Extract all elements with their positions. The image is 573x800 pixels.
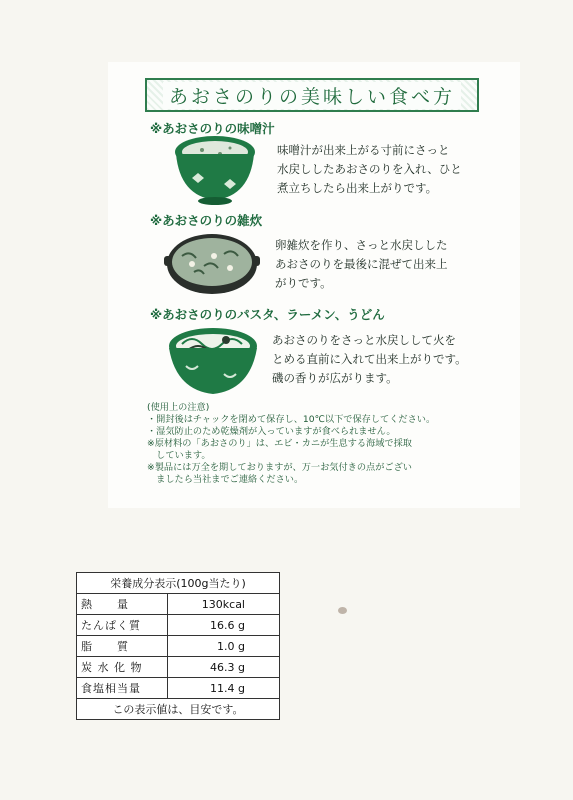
note-line: しています。 [147, 450, 211, 461]
table-row [77, 594, 280, 615]
nutrient-label: たんぱく質 [77, 615, 168, 636]
table-row [77, 636, 280, 657]
nutrition-footer: この表示値は、目安です。 [77, 699, 280, 720]
text-line: がりです。 [275, 276, 332, 290]
note-line: ※原材料の「あおさのり」は、エビ・カニが生息する海域で採取 [147, 438, 412, 449]
page-title: あおさのりの美味しい食べ方 [163, 82, 461, 109]
text-line: あおさのりをさっと水戻しして火を [272, 333, 456, 347]
section-text-zosui [275, 236, 485, 293]
note-line: ・湿気防止のため乾燥剤が入っていますが食べられません。 [147, 426, 396, 437]
nutrition-table [76, 572, 280, 720]
table-row [77, 573, 280, 594]
nutrient-value: 1.0 g [168, 636, 280, 657]
nutrient-value: 46.3 g [168, 657, 280, 678]
nutrient-value: 16.6 g [168, 615, 280, 636]
nutrient-label: 熱 量 [77, 594, 168, 615]
note-line: ※製品には万全を期しておりますが、万一お気付きの点がござい [147, 462, 412, 473]
nutrition-header: 栄養成分表示(100g当たり) [77, 573, 280, 594]
title-banner [145, 78, 479, 112]
note-line: ましたら当社までご連絡ください。 [147, 474, 304, 485]
table-row [77, 615, 280, 636]
zosui-pot-illustration [164, 226, 260, 298]
miso-soup-bowl-illustration [172, 130, 258, 206]
nutrient-label: 炭 水 化 物 [77, 657, 168, 678]
nutrient-label: 食塩相当量 [77, 678, 168, 699]
nutrient-value: 11.4 g [168, 678, 280, 699]
nutrient-value: 130kcal [168, 594, 280, 615]
table-row [77, 678, 280, 699]
section-text-miso-soup [277, 141, 487, 198]
note-line: ・開封後はチャックを閉めて保存し、10℃以下で保存してください。 [147, 414, 436, 425]
table-row [77, 699, 280, 720]
text-line: あおさのりを最後に混ぜて出来上 [275, 257, 448, 271]
section-heading-noodles: ※あおさのりのパスタ、ラーメン、うどん [150, 307, 385, 322]
text-line: 水戻ししたあおさのりを入れ、ひと [277, 162, 462, 176]
nutrient-label: 脂 質 [77, 636, 168, 657]
text-line: 磯の香りが広がります。 [272, 371, 398, 385]
text-line: 卵雑炊を作り、さっと水戻しした [275, 238, 448, 252]
text-line: とめる直前に入れて出来上がりです。 [272, 352, 467, 366]
notes-heading: (使用上の注意) [147, 402, 210, 413]
text-line: 味噌汁が出来上がる寸前にさっと [277, 143, 450, 157]
noodle-bowl-illustration [166, 322, 260, 396]
usage-notes [147, 402, 487, 486]
paper-stain [338, 607, 347, 614]
table-row [77, 657, 280, 678]
section-heading-zosui: ※あおさのりの雑炊 [150, 213, 263, 228]
section-heading-miso-soup: ※あおさのりの味噌汁 [150, 121, 275, 136]
section-text-noodles [272, 331, 487, 388]
text-line: 煮立ちしたら出来上がりです。 [277, 181, 438, 195]
